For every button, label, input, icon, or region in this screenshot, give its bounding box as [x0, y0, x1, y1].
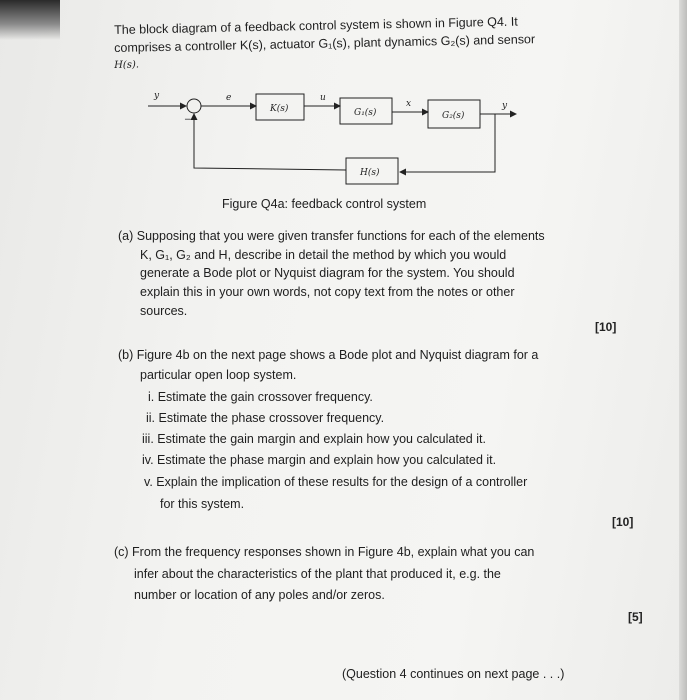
block-diagram — [140, 88, 530, 198]
minus-sign: − — [184, 115, 192, 125]
part-b-line-2: particular open loop system. — [140, 368, 297, 382]
part-a-line-5: sources. — [140, 304, 188, 318]
part-c-line-3: number or location of any poles and/or zeros. — [134, 588, 385, 602]
u-label: u — [320, 93, 326, 103]
block-g2-label: G₂(s) — [442, 111, 465, 121]
part-a-line-3: generate a Bode plot or Nyquist diagram for the system. You should — [140, 266, 515, 280]
part-a-line-2: K, G₁, G₂ and H, describe in detail the method by which you would — [140, 248, 507, 262]
block-g1-label: G₁(s) — [354, 108, 377, 118]
block-h-label: H(s) — [360, 168, 380, 178]
part-b-item-5-cont: for this system. — [160, 497, 245, 511]
page-edge — [679, 0, 687, 700]
part-a-line-1: (a) Supposing that you were given transfer functions for each of the elements — [118, 229, 545, 243]
part-b-item-3: iii. Estimate the gain margin and explain how you calculated it. — [142, 432, 486, 446]
feedback-path-right — [400, 114, 495, 172]
part-b-item-4: iv. Estimate the phase margin and explain how you calculated it. — [142, 453, 497, 467]
continuation-footer: (Question 4 continues on next page . . .) — [342, 667, 565, 681]
part-b-item-5: v. Explain the implication of these results for the design of a controller — [144, 475, 528, 489]
feedback-path-left — [194, 114, 346, 170]
part-b-line-1: (b) Figure 4b on the next page shows a Bode plot and Nyquist diagram for a — [118, 348, 539, 362]
x-label: x — [406, 99, 412, 109]
intro-line-1: The block diagram of a feedback control system is shown in Figure Q4. It — [114, 14, 518, 37]
figure-caption: Figure Q4a: feedback control system — [222, 197, 427, 211]
input-label: y — [154, 91, 160, 101]
part-a-marks: [10] — [595, 320, 617, 334]
part-c-marks: [5] — [628, 610, 643, 624]
part-a-line-4: explain this in your own words, not copy text from the notes or other — [140, 285, 515, 299]
part-b-item-1: i. Estimate the gain crossover frequency. — [148, 390, 373, 404]
intro-line-3: H(s). — [114, 59, 140, 71]
output-label: y — [502, 101, 508, 111]
intro-line-2: comprises a controller K(s), actuator G₁(s), plant dynamics G₂(s) and sensor — [114, 32, 536, 55]
part-c-line-2: infer about the characteristics of the plant that produced it, e.g. the — [134, 567, 501, 581]
block-k-label: K(s) — [270, 104, 289, 114]
summing-junction — [187, 99, 201, 113]
page-shadow — [0, 0, 60, 40]
part-c-line-1: (c) From the frequency responses shown in Figure 4b, explain what you can — [114, 545, 535, 559]
part-b-marks: [10] — [612, 515, 634, 529]
part-b-item-2: ii. Estimate the phase crossover frequency. — [146, 411, 385, 425]
error-label: e — [226, 93, 232, 103]
